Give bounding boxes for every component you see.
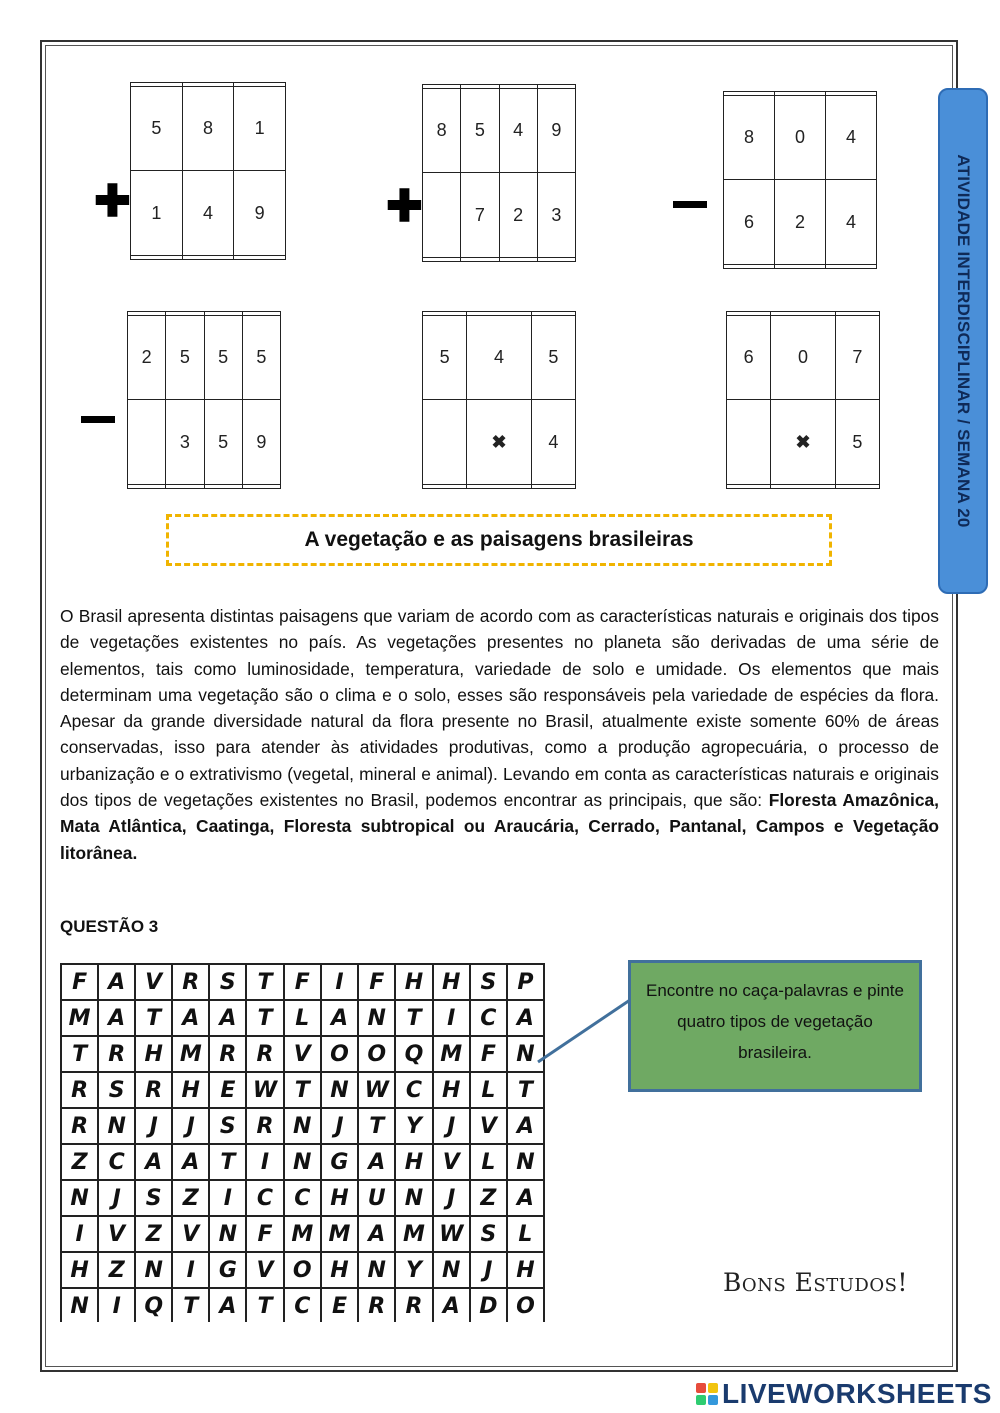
word-search-cell[interactable]: D (470, 1288, 507, 1322)
word-search-cell[interactable]: S (470, 1216, 507, 1252)
grid-cell: 8 (182, 86, 234, 171)
plus-icon: ✚ (94, 177, 131, 226)
word-search-cell[interactable]: N (395, 1180, 432, 1216)
grid-cell: 6 (727, 315, 771, 400)
callout-text: Encontre no caça-palavras e pinte quatro tipos de vegetação brasileira. (646, 981, 904, 1062)
grid-cell: 1 (234, 86, 286, 171)
word-search-cell[interactable]: N (135, 1252, 172, 1288)
word-search-cell[interactable]: N (433, 1252, 470, 1288)
word-search-cell[interactable]: M (433, 1036, 470, 1072)
word-search-cell[interactable]: Z (470, 1180, 507, 1216)
grid-cell: 3 (166, 400, 204, 485)
word-search-cell[interactable]: A (321, 1000, 358, 1036)
word-search-cell[interactable]: O (321, 1036, 358, 1072)
word-search-cell[interactable]: V (135, 964, 172, 1000)
word-search-cell[interactable]: T (395, 1000, 432, 1036)
word-search-cell[interactable]: J (433, 1180, 470, 1216)
word-search-cell[interactable]: I (61, 1216, 98, 1252)
word-search-cell[interactable]: W (433, 1216, 470, 1252)
word-search-cell[interactable]: A (209, 1000, 246, 1036)
grid-cell: 5 (423, 315, 467, 400)
word-search-cell[interactable]: R (246, 1036, 283, 1072)
word-search-cell[interactable]: N (284, 1108, 321, 1144)
grid-cell: 5 (204, 315, 242, 400)
word-search-cell[interactable]: J (172, 1108, 209, 1144)
word-search-cell[interactable]: H (321, 1180, 358, 1216)
plus-icon: ✚ (386, 182, 423, 231)
word-search-cell[interactable]: A (358, 1216, 395, 1252)
grid-cell: 2 (128, 315, 166, 400)
word-search-cell[interactable]: S (209, 964, 246, 1000)
brand-watermark[interactable] (696, 1378, 992, 1410)
word-search-cell[interactable]: A (433, 1288, 470, 1322)
grid-cell: 0 (771, 315, 836, 400)
word-search-cell[interactable]: Y (395, 1108, 432, 1144)
farewell-text: Bons Estudos! (723, 1268, 908, 1297)
grid-cell: ✖ (771, 400, 836, 485)
word-search-cell[interactable]: W (358, 1072, 395, 1108)
word-search-cell[interactable]: T (507, 1072, 544, 1108)
word-search-cell[interactable]: M (61, 1000, 98, 1036)
word-search-cell[interactable]: L (507, 1216, 544, 1252)
grid-cell: 8 (423, 88, 461, 173)
word-search-cell[interactable]: H (395, 1144, 432, 1180)
grid-cell: 4 (826, 95, 877, 180)
brand-name: LIVEWORKSHEETS (722, 1378, 992, 1409)
word-search-cell[interactable]: F (61, 964, 98, 1000)
liveworksheets-logo-icon (696, 1383, 718, 1405)
word-search-cell[interactable]: N (358, 1000, 395, 1036)
grid-cell: 3 (537, 173, 575, 258)
grid-cell: 0 (775, 95, 826, 180)
word-search-cell[interactable]: Y (395, 1252, 432, 1288)
paragraph-text: O Brasil apresenta distintas paisagens que variam de acordo com as características naturais e originais dos tipos de vegetações existentes no país. As vegetações presentes no planeta são derivadas de uma série de elementos, tais como luminosidade, temperatura, variedade de solo e umidade. Os elementos que mais determinam uma vegetação são o clima e o solo, esses são responsáveis pela variedade de espécies da flora. Apesar da grande diversidade natural da flora presente no Brasil, atualmente existe somente 60% de áreas conservadas, isso para atender às atividades produtivas, como a produção agropecuária, o processo de urbanização e o extrativismo (vegetal, mineral e animal). Levando em conta as características naturais e originais dos tipos de vegetações existentes no Brasil, podemos encontrar as principais, que são: (60, 606, 939, 811)
grid-cell: 6 (724, 180, 775, 265)
word-search-cell[interactable]: F (284, 964, 321, 1000)
word-search-cell[interactable]: W (246, 1072, 283, 1108)
word-search-cell[interactable]: J (98, 1180, 135, 1216)
grid-cell: 4 (182, 171, 234, 256)
word-search-cell[interactable]: R (61, 1072, 98, 1108)
section-title-text: A vegetação e as paisagens brasileiras (304, 528, 694, 551)
word-search-cell[interactable]: C (284, 1180, 321, 1216)
word-search-cell[interactable]: N (358, 1252, 395, 1288)
grid-cell: 5 (131, 86, 183, 171)
word-search-cell[interactable]: J (470, 1252, 507, 1288)
callout-box (628, 960, 922, 1092)
word-search-cell[interactable]: L (470, 1144, 507, 1180)
word-search-cell[interactable]: M (395, 1216, 432, 1252)
word-search-cell[interactable]: M (321, 1216, 358, 1252)
word-search-cell[interactable]: O (284, 1252, 321, 1288)
word-search-cell[interactable]: A (507, 1108, 544, 1144)
grid-cell: 5 (242, 315, 280, 400)
word-search-cell[interactable]: T (209, 1144, 246, 1180)
word-search-cell[interactable]: G (209, 1252, 246, 1288)
grid-cell: 2 (775, 180, 826, 265)
word-search-cell[interactable]: N (209, 1216, 246, 1252)
word-search-cell[interactable]: Q (395, 1036, 432, 1072)
word-search-cell[interactable]: H (172, 1072, 209, 1108)
word-search-cell[interactable]: J (321, 1108, 358, 1144)
word-search-cell[interactable]: C (98, 1144, 135, 1180)
word-search-cell[interactable]: A (98, 1000, 135, 1036)
word-search-cell[interactable]: T (246, 964, 283, 1000)
grid-cell: 9 (234, 171, 286, 256)
word-search-cell[interactable]: E (321, 1288, 358, 1322)
word-search-cell[interactable]: I (246, 1144, 283, 1180)
word-search-cell[interactable]: F (246, 1216, 283, 1252)
word-search-cell[interactable]: A (507, 1180, 544, 1216)
word-search-cell[interactable]: R (98, 1036, 135, 1072)
word-search-cell[interactable]: T (172, 1288, 209, 1322)
word-search-cell[interactable]: T (246, 1288, 283, 1322)
word-search-cell[interactable]: A (507, 1000, 544, 1036)
word-search-cell[interactable]: M (284, 1216, 321, 1252)
word-search-cell[interactable]: N (98, 1108, 135, 1144)
word-search-cell[interactable]: T (246, 1000, 283, 1036)
word-search-cell[interactable]: R (209, 1036, 246, 1072)
grid-cell: 5 (835, 400, 879, 485)
word-search-cell[interactable]: A (172, 1144, 209, 1180)
word-search-cell[interactable]: H (61, 1252, 98, 1288)
grid-cell: 4 (467, 315, 532, 400)
word-search-cell[interactable]: H (507, 1252, 544, 1288)
word-search-cell[interactable]: S (209, 1108, 246, 1144)
word-search-cell[interactable]: I (98, 1288, 135, 1322)
grid-cell: 4 (531, 400, 575, 485)
grid-cell: 5 (531, 315, 575, 400)
word-search-cell[interactable]: A (172, 1000, 209, 1036)
word-search-cell[interactable]: V (172, 1216, 209, 1252)
word-search-cell[interactable]: S (98, 1072, 135, 1108)
grid-cell: 4 (826, 180, 877, 265)
word-search-cell[interactable]: A (98, 964, 135, 1000)
word-search-cell[interactable]: N (507, 1036, 544, 1072)
word-search-cell[interactable]: J (433, 1108, 470, 1144)
word-search-cell[interactable]: R (246, 1108, 283, 1144)
grid-cell: 5 (204, 400, 242, 485)
word-search-cell[interactable]: H (433, 964, 470, 1000)
word-search-cell[interactable]: O (358, 1036, 395, 1072)
question-label: QUESTÃO 3 (60, 917, 159, 936)
word-search-cell[interactable]: I (321, 964, 358, 1000)
grid-cell: 5 (166, 315, 204, 400)
word-search-cell[interactable]: R (172, 964, 209, 1000)
sidebar-label: ATIVIDADE INTERDISCIPLINAR / SEMANA 20 (954, 154, 973, 528)
word-search-cell[interactable]: V (246, 1252, 283, 1288)
word-search-cell[interactable]: N (321, 1072, 358, 1108)
word-search-cell[interactable]: C (395, 1072, 432, 1108)
grid-cell: 8 (724, 95, 775, 180)
word-search-cell[interactable]: H (135, 1036, 172, 1072)
word-search-cell[interactable]: T (135, 1000, 172, 1036)
word-search-cell[interactable]: V (433, 1144, 470, 1180)
grid-cell: 9 (242, 400, 280, 485)
word-search-cell[interactable]: R (395, 1288, 432, 1322)
word-search-cell[interactable]: H (433, 1072, 470, 1108)
grid-cell: 7 (461, 173, 499, 258)
word-search-cell[interactable]: C (284, 1288, 321, 1322)
grid-cell: 4 (499, 88, 537, 173)
grid-cell: 1 (131, 171, 183, 256)
word-search-cell[interactable]: Z (61, 1144, 98, 1180)
word-search-cell[interactable]: V (98, 1216, 135, 1252)
grid-cell: 5 (461, 88, 499, 173)
word-search-cell[interactable]: G (321, 1144, 358, 1180)
word-search-cell[interactable]: S (135, 1180, 172, 1216)
word-search-cell[interactable]: T (284, 1072, 321, 1108)
word-search-cell[interactable]: O (507, 1288, 544, 1322)
word-search-cell[interactable]: T (358, 1108, 395, 1144)
word-search-cell[interactable]: R (135, 1072, 172, 1108)
word-search-cell[interactable]: U (358, 1180, 395, 1216)
word-search-cell[interactable]: M (172, 1036, 209, 1072)
word-search-cell[interactable]: V (284, 1036, 321, 1072)
grid-cell: 2 (499, 173, 537, 258)
word-search-cell[interactable]: N (61, 1180, 98, 1216)
word-search-cell[interactable]: H (395, 964, 432, 1000)
grid-cell: ✖ (467, 400, 532, 485)
word-search-cell[interactable]: C (470, 1000, 507, 1036)
word-search-cell[interactable]: N (61, 1288, 98, 1322)
word-search-cell[interactable]: C (246, 1180, 283, 1216)
paragraph-bold-list: Floresta Amazônica, Mata Atlântica, Caatinga, Floresta subtropical ou Araucária, Cerrado, Pantanal, Campos e Vegetação litorânea. (60, 790, 939, 863)
word-search-cell[interactable]: N (284, 1144, 321, 1180)
word-search-cell[interactable]: I (209, 1180, 246, 1216)
word-search-cell[interactable]: L (284, 1000, 321, 1036)
word-search-cell[interactable]: H (321, 1252, 358, 1288)
word-search-cell[interactable]: Z (135, 1216, 172, 1252)
word-search-cell[interactable]: Z (172, 1180, 209, 1216)
word-search-cell[interactable]: S (470, 964, 507, 1000)
word-search-cell[interactable]: I (433, 1000, 470, 1036)
word-search-cell[interactable]: V (470, 1108, 507, 1144)
word-search-cell[interactable]: A (209, 1288, 246, 1322)
word-search-cell[interactable]: Q (135, 1288, 172, 1322)
word-search-cell[interactable]: Z (98, 1252, 135, 1288)
word-search-cell[interactable]: J (135, 1108, 172, 1144)
word-search-cell[interactable]: I (172, 1252, 209, 1288)
word-search-cell[interactable]: F (470, 1036, 507, 1072)
grid-cell: 7 (835, 315, 879, 400)
word-search-cell[interactable]: T (61, 1036, 98, 1072)
word-search-cell[interactable]: R (358, 1288, 395, 1322)
word-search-cell[interactable]: L (470, 1072, 507, 1108)
grid-cell: 9 (537, 88, 575, 173)
word-search-cell[interactable]: F (358, 964, 395, 1000)
word-search-cell[interactable]: N (507, 1144, 544, 1180)
word-search-cell[interactable]: A (135, 1144, 172, 1180)
word-search-cell[interactable]: P (507, 964, 544, 1000)
word-search-cell[interactable]: A (358, 1144, 395, 1180)
word-search-cell[interactable]: R (61, 1108, 98, 1144)
word-search-cell[interactable]: E (209, 1072, 246, 1108)
